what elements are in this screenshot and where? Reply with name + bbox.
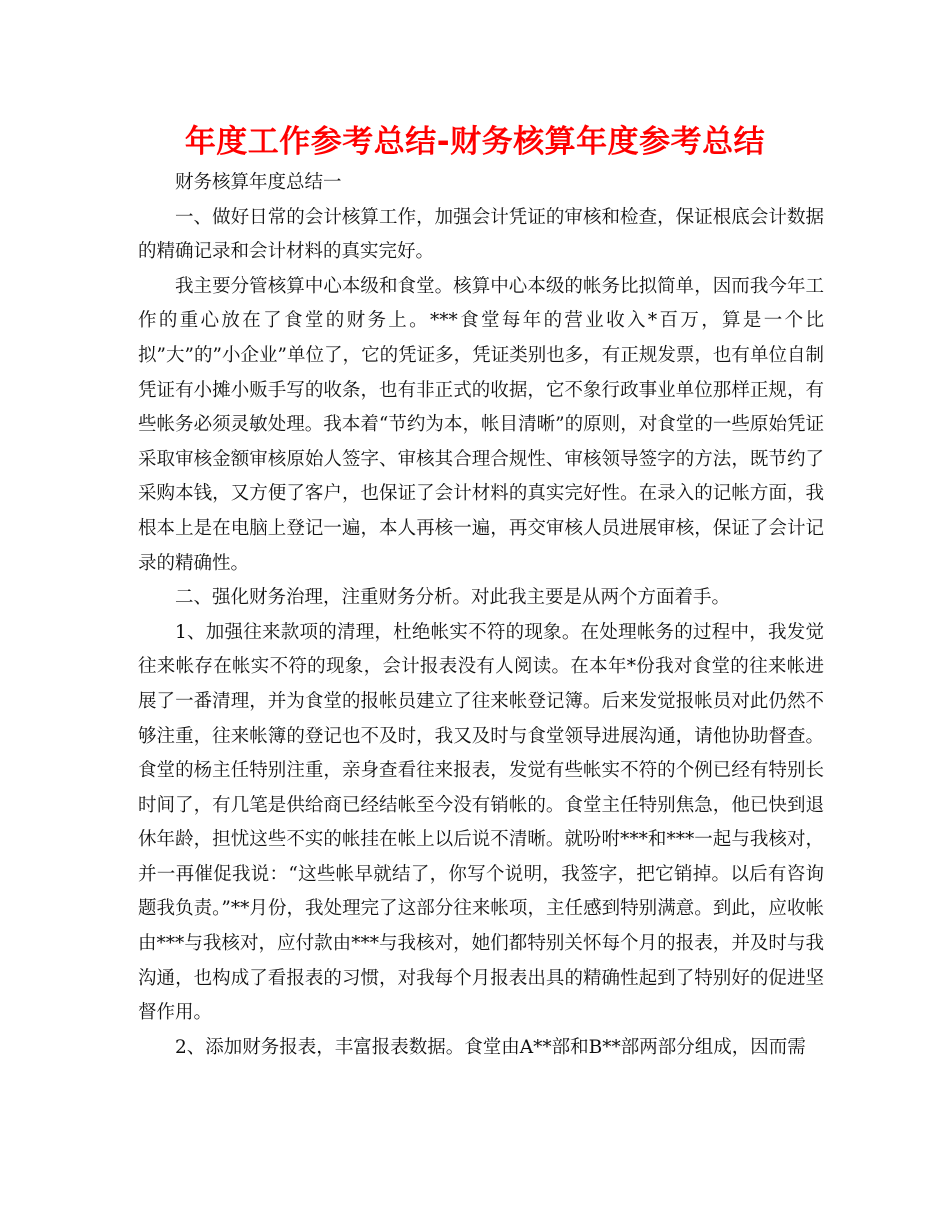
paragraph: 一、做好日常的会计核算工作，加强会计凭证的审核和检查，保证根底会计数据的精确记录和会计材料的真实完好。 — [138, 206, 824, 263]
section-heading: 财务核算年度总结一 — [175, 172, 342, 193]
paragraph: 我主要分管核算中心本级和食堂。核算中心本级的帐务比拟简单，因而我今年工作的重心放在了食堂的财务上。***食堂每年的营业收入*百万，算是一个比拟”大”的”小企业”单位了，它的凭证多，凭证类别也多，有正规发票，也有单位自制凭证有小摊小贩手写的收条，也有非正式的收据，它不象行政事业单位那样正规，有些帐务必须灵敏处理。我本着“节约为本，帐目清晰”的原则，对食堂的一些原始凭证采取审核金额审核原始人签字、审核其合理合规性、审核领导签字的方法，既节约了采购本钱，又方便了客户，也保证了会计材料的真实完好性。在录入的记帐方面，我根本上是在电脑上登记一遍，本人再核一遍，再交审核人员进展审核，保证了会计记录的精确性。 — [138, 275, 824, 574]
document-body — [138, 166, 824, 1065]
paragraph: 1、加强往来款项的清理，杜绝帐实不符的现象。在处理帐务的过程中，我发觉往来帐存在帐实不符的现象，会计报表没有人阅读。在本年*份我对食堂的往来帐进展了一番清理，并为食堂的报帐员建立了往来帐登记簿。后来发觉报帐员对此仍然不够注重，往来帐簿的登记也不及时，我又及时与食堂领导进展沟通，请他协助督查。食堂的杨主任特别注重，亲身查看往来报表，发觉有些帐实不符的个例已经有特别长时间了，有几笔是供给商已经结帐至今没有销帐的。食堂主任特别焦急，他已快到退休年龄，担忧这些不实的帐挂在帐上以后说不清晰。就吩咐***和***一起与我核对，并一再催促我说：“这些帐早就结了，你写个说明，我签字，把它销掉。以后有咨询题我负责。”**月份，我处理完了这部分往来帐项，主任感到特别满意。到此，应收帐由***与我核对，应付款由***与我核对，她们都特别关怀每个月的报表，并及时与我沟通，也构成了看报表的习惯，对我每个月报表出具的精确性起到了特别好的促进坚督作用。 — [138, 621, 824, 1024]
document-title: 年度工作参考总结-财务核算年度参考总结 — [184, 124, 766, 160]
paragraph: 2、添加财务报表，丰富报表数据。食堂由A**部和B**部两部分组成，因而需 — [175, 1036, 806, 1058]
paragraph: 二、强化财务治理，注重财务分析。对此我主要是从两个方面着手。 — [175, 587, 731, 609]
